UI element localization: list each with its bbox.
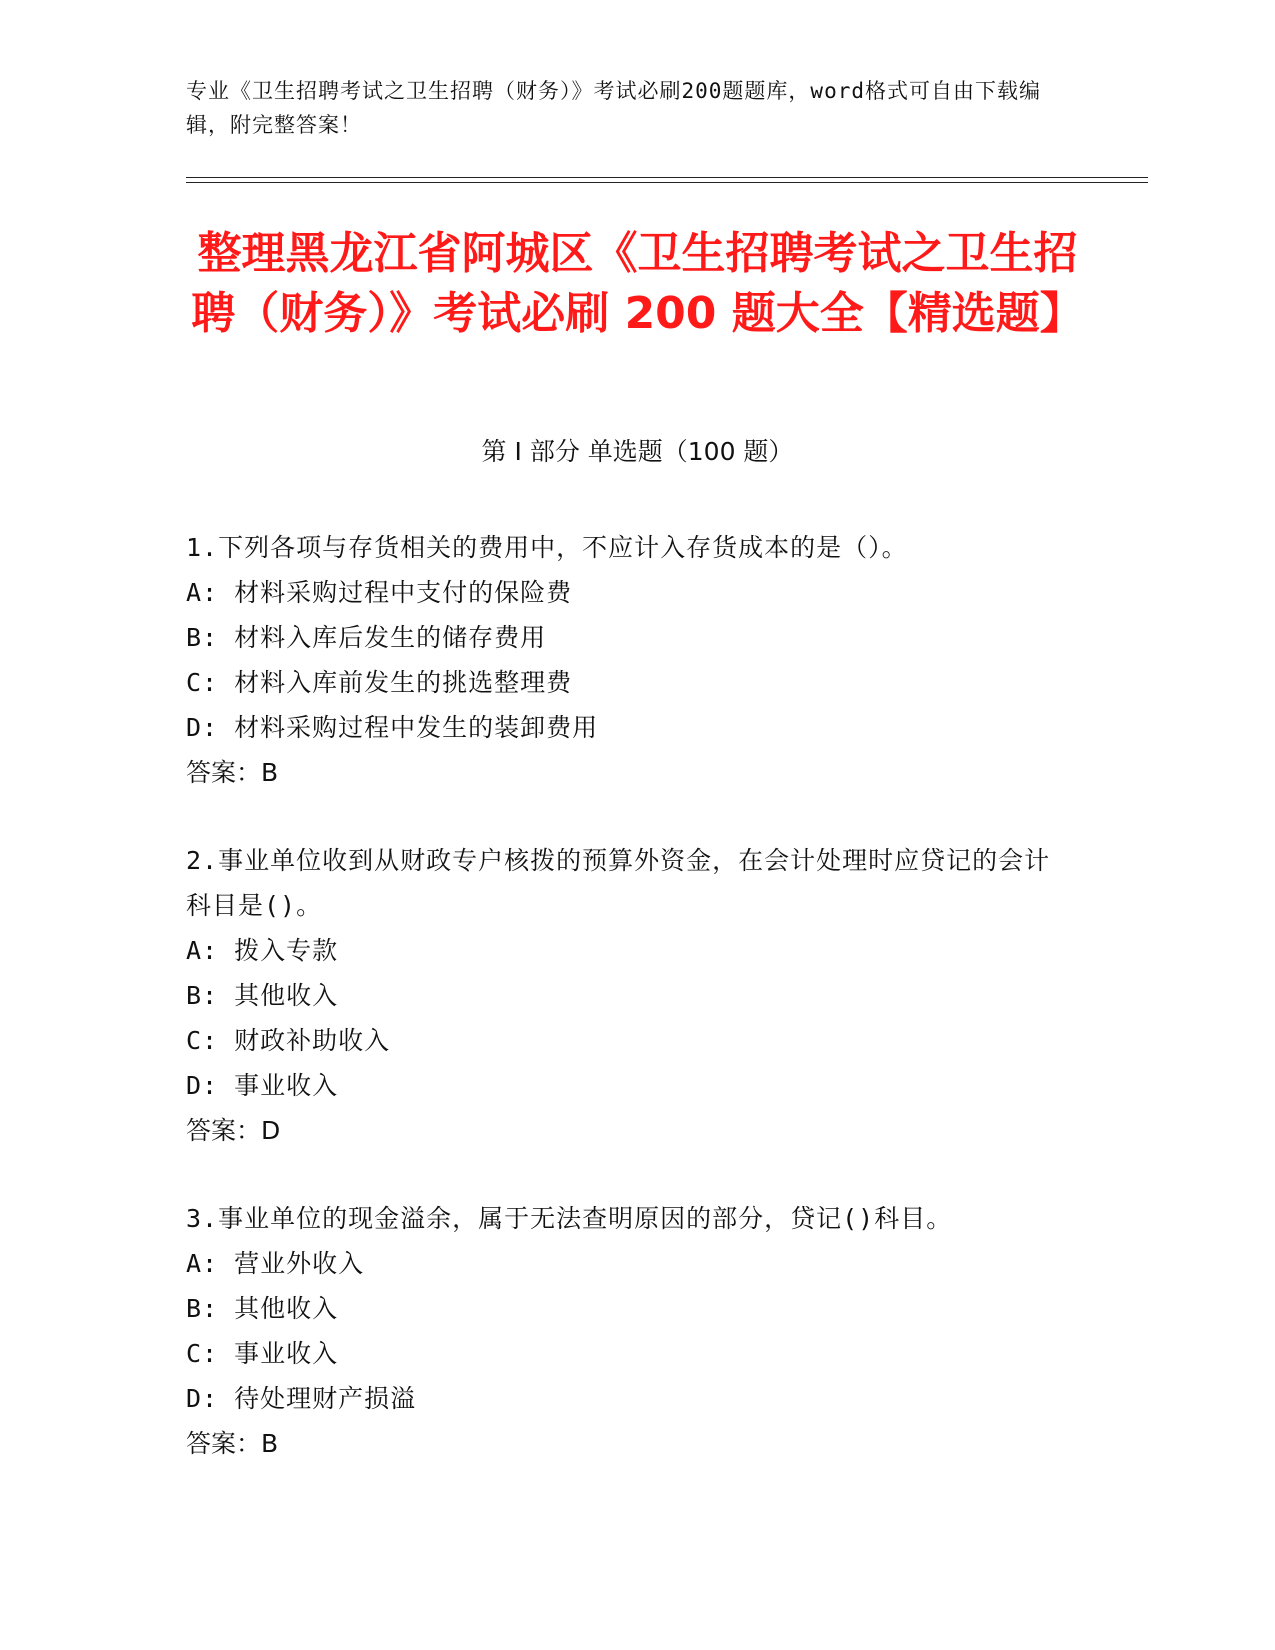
question-3 <box>186 1196 1066 1466</box>
option-b: B: 材料入库后发生的储存费用 <box>186 623 547 652</box>
option-b: B: 其他收入 <box>186 1294 339 1323</box>
header-divider-bottom <box>186 182 1148 183</box>
header-divider-top <box>186 177 1148 178</box>
option-b: B: 其他收入 <box>186 981 339 1010</box>
option-a: A: 拨入专款 <box>186 936 339 965</box>
option-d: D: 材料采购过程中发生的装卸费用 <box>186 713 599 742</box>
option-d: D: 事业收入 <box>186 1071 339 1100</box>
question-list <box>186 525 1066 1509</box>
option-a: A: 营业外收入 <box>186 1249 365 1278</box>
question-stem: 2.事业单位收到从财政专户核拨的预算外资金，在会计处理时应贷记的会计科目是()。 <box>186 846 1051 920</box>
option-d: D: 待处理财产损溢 <box>186 1384 417 1413</box>
option-c: C: 事业收入 <box>186 1339 339 1368</box>
answer: 答案：B <box>186 758 279 787</box>
section-heading: 第 I 部分 单选题（100 题） <box>481 437 794 466</box>
option-c: C: 材料入库前发生的挑选整理费 <box>186 668 573 697</box>
option-a: A: 材料采购过程中支付的保险费 <box>186 578 573 607</box>
question-1 <box>186 525 1066 795</box>
answer: 答案：D <box>186 1116 281 1145</box>
question-2 <box>186 838 1066 1153</box>
answer: 答案：B <box>186 1429 279 1458</box>
question-stem: 1.下列各项与存货相关的费用中，不应计入存货成本的是（）。 <box>186 533 908 562</box>
option-c: C: 财政补助收入 <box>186 1026 391 1055</box>
document-title: 整理黑龙江省阿城区《卫生招聘考试之卫生招聘（财务）》考试必刷 200 题大全【精选题】 <box>191 228 1084 339</box>
question-stem: 3.事业单位的现金溢余，属于无法查明原因的部分，贷记()科目。 <box>186 1204 953 1233</box>
header-note: 专业《卫生招聘考试之卫生招聘（财务）》考试必刷200题题库，word格式可自由下载编辑，附完整答案！ <box>186 79 1041 137</box>
